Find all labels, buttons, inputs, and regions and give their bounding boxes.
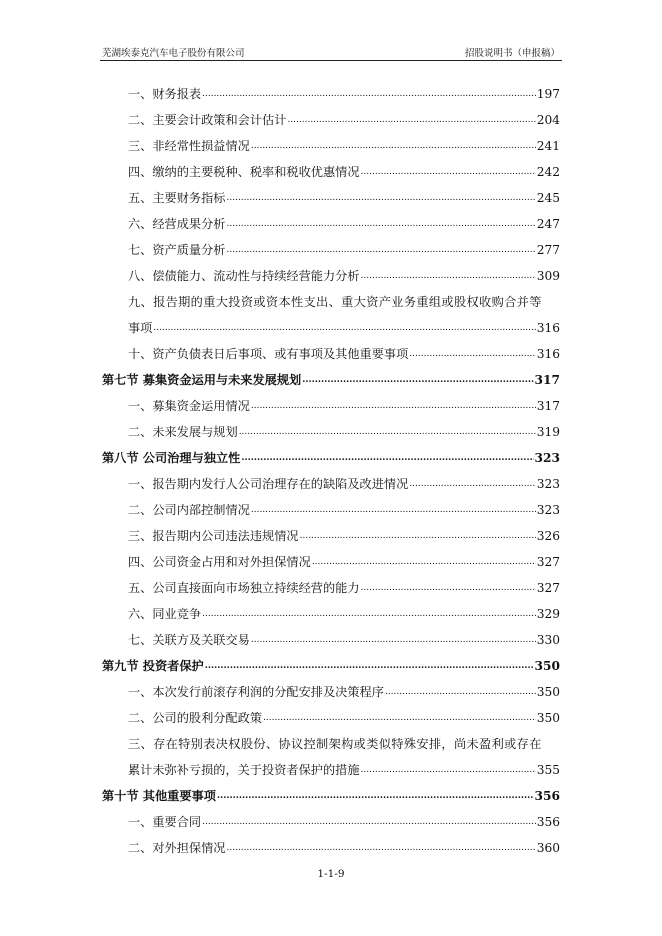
dot-leader <box>361 760 536 778</box>
dot-leader <box>239 422 536 440</box>
page-header <box>100 42 562 61</box>
toc-entry[interactable]: 一、募集资金运用情况 ..... 317 <box>102 388 560 414</box>
dot-leader <box>241 448 533 466</box>
toc-section[interactable]: 第十节 其他重要事项 ..... 356 <box>102 778 560 804</box>
dot-leader <box>251 500 536 518</box>
toc-entry-line1[interactable]: 九、报告期的重大投资或资本性支出、重大资产业务重组或股权收购合并等 <box>128 295 542 309</box>
page-number: 1-1-9 <box>317 868 345 880</box>
toc-entry[interactable]: 五、主要财务指标 ..... 245 <box>102 180 560 206</box>
toc-entry[interactable]: 七、资产质量分析 ..... 277 <box>102 232 560 258</box>
dot-leader <box>361 578 536 596</box>
dot-leader <box>409 344 535 362</box>
dot-leader <box>300 526 536 544</box>
toc-entry[interactable]: 一、报告期内发行人公司治理存在的缺陷及改进情况 ..... 323 <box>102 466 560 492</box>
toc-entry[interactable]: 七、关联方及关联交易 ..... 330 <box>102 622 560 648</box>
dot-leader <box>361 266 536 284</box>
toc-entry[interactable]: 累计未弥补亏损的，关于投资者保护的措施 ..... 355 <box>102 752 560 778</box>
toc-entry[interactable]: 一、本次发行前滚存利润的分配安排及决策程序 ..... 350 <box>102 674 560 700</box>
toc-section[interactable]: 第七节 募集资金运用与未来发展规划 ..... 317 <box>102 362 560 388</box>
toc-entry[interactable]: 一、重要合同 ..... 356 <box>102 804 560 830</box>
toc-entry[interactable]: 十、资产负债表日后事项、或有事项及其他重要事项 ..... 316 <box>102 336 560 362</box>
dot-leader <box>202 812 536 830</box>
toc-entry[interactable]: 二、公司的股利分配政策 ..... 350 <box>102 700 560 726</box>
toc-entry[interactable]: 五、公司直接面向市场独立持续经营的能力 ..... 327 <box>102 570 560 596</box>
dot-leader <box>251 396 536 414</box>
toc-entry-line1[interactable]: 三、存在特别表决权股份、协议控制架构或类似特殊安排，尚未盈利或存在 <box>128 737 542 751</box>
dot-leader <box>227 214 536 232</box>
dot-leader <box>409 474 535 492</box>
dot-leader <box>217 786 534 804</box>
header-company: 芜湖埃泰克汽车电子股份有限公司 <box>102 48 245 59</box>
toc-entry[interactable]: 三、非经常性损益情况 ..... 241 <box>102 128 560 154</box>
toc-section[interactable]: 第九节 投资者保护 ..... 350 <box>102 648 560 674</box>
dot-leader <box>251 136 536 154</box>
toc-entry[interactable]: 事项 ..... 316 <box>102 310 560 336</box>
dot-leader <box>227 188 536 206</box>
dot-leader <box>302 370 533 388</box>
dot-leader <box>202 604 536 622</box>
toc-entry[interactable]: 二、对外担保情况 ..... 360 <box>102 830 560 856</box>
dot-leader <box>361 162 536 180</box>
toc-entry[interactable]: 四、公司资金占用和对外担保情况 ..... 327 <box>102 544 560 570</box>
toc-entry[interactable]: 二、公司内部控制情况 ..... 323 <box>102 492 560 518</box>
toc-entry[interactable]: 三、报告期内公司违法违规情况 ..... 326 <box>102 518 560 544</box>
toc-section[interactable]: 第八节 公司治理与独立性 ..... 323 <box>102 440 560 466</box>
table-of-contents <box>102 76 560 856</box>
dot-leader <box>385 682 536 700</box>
dot-leader <box>251 630 536 648</box>
toc-entry[interactable]: 六、经营成果分析 ..... 247 <box>102 206 560 232</box>
dot-leader <box>227 240 536 258</box>
header-doc-type: 招股说明书（申报稿） <box>464 48 560 59</box>
dot-leader <box>312 552 536 570</box>
dot-leader <box>205 656 534 674</box>
toc-entry[interactable]: 一、财务报表 ..... 197 <box>102 76 560 102</box>
toc-entry[interactable]: 六、同业竞争 ..... 329 <box>102 596 560 622</box>
dot-leader <box>153 318 535 336</box>
dot-leader <box>263 708 536 726</box>
toc-entry[interactable]: 四、缴纳的主要税种、税率和税收优惠情况 ..... 242 <box>102 154 560 180</box>
dot-leader <box>202 84 536 102</box>
toc-entry[interactable]: 二、未来发展与规划 ..... 319 <box>102 414 560 440</box>
dot-leader <box>227 838 536 856</box>
toc-entry[interactable]: 八、偿债能力、流动性与持续经营能力分析 ..... 309 <box>102 258 560 284</box>
dot-leader <box>287 110 535 128</box>
toc-entry[interactable]: 二、主要会计政策和会计估计 ..... 204 <box>102 102 560 128</box>
